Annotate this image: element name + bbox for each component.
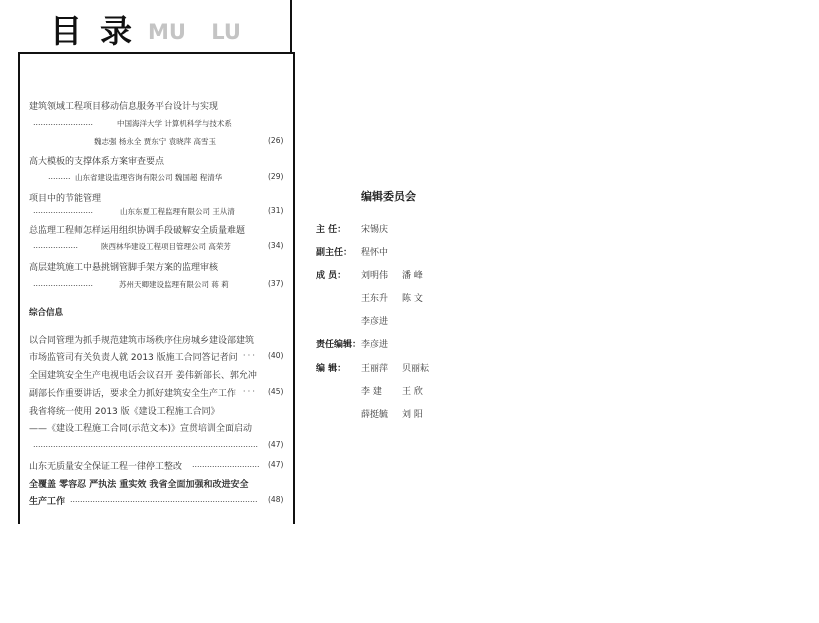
committee-name: 王丽萍 [361,364,389,374]
committee-name: 李彦进 [361,317,389,327]
committee-role: 编 辑： [316,364,347,374]
toc-item-page: (40) [268,351,284,360]
toc-leader-dots: ……… [48,172,71,181]
toc-item-authors: 魏志强 杨永全 贾东宁 袁晓萍 高雪玉 [94,137,217,146]
toc-item-page: (45) [268,387,284,396]
toc-item-affiliation: 山东东夏工程监理有限公司 王从清 [120,207,235,216]
toc-leader-dots: ………………………………………………………………… [70,495,258,504]
committee-name: 李 建 [361,387,382,397]
toc-item-affiliation: 中国海洋大学 计算机科学与技术系 [117,119,232,128]
committee-role: 成 员： [316,271,347,281]
toc-item-page: (47) [268,440,284,449]
committee-title: 编辑委员会 [361,190,416,203]
committee-name: 王东升 [361,294,389,304]
toc-item-title[interactable]: 建筑领域工程项目移动信息服务平台设计与实现 [29,102,219,112]
toc-item-page: (26) [268,136,284,145]
toc-item-affiliation: 陕西林华建设工程项目管理公司 高荣芳 [101,242,231,251]
toc-item-title[interactable]: 项目中的节能管理 [29,194,102,204]
news-item-line[interactable]: 全国建筑安全生产电视电话会议召开 姜伟新部长、郭允冲 [29,371,257,381]
news-item-line[interactable]: 副部长作重要讲话，要求全力抓好建筑安全生产工作 [29,389,237,399]
toc-item-page: (48) [268,495,284,504]
news-item-line[interactable]: 市场监管司有关负责人就 2013 版施工合同答记者问 [29,353,238,363]
committee-name: 王 欣 [402,387,423,397]
toc-leader-dots: …………………… [33,206,93,215]
committee-name: 李彦进 [361,340,389,350]
toc-item-title[interactable]: 总监理工程师怎样运用组织协调手段破解安全质量难题 [29,226,246,236]
toc-item-page: (47) [268,460,284,469]
committee-name: 薛挺毓 [361,410,389,420]
committee-name: 刘 阳 [402,410,423,420]
committee-name: 陈 文 [402,294,423,304]
committee-name: 程怀中 [361,248,389,258]
page-title-pinyin: MU LU [148,20,241,44]
toc-item-page: (31) [268,206,284,215]
toc-item-page: (29) [268,172,284,181]
header-divider [290,0,292,54]
news-item-line[interactable]: ——《建设工程施工合同(示范文本)》宣贯培训全面启动 [29,424,253,434]
committee-name: 刘明伟 [361,271,389,281]
toc-leader-dots: ……………………… [192,460,260,469]
toc-leader-dots: · · · [243,351,255,360]
committee-name: 贝丽耘 [402,364,430,374]
committee-role: 责任编辑： [316,340,362,350]
toc-item-affiliation: 山东省建设监理咨询有限公司 魏国超 程清华 [75,173,223,182]
page-title: 目录 [50,12,151,50]
news-item-line[interactable]: 生产工作 [29,497,66,507]
toc-item-page: (34) [268,241,284,250]
committee-name: 宋锡庆 [361,225,389,235]
toc-leader-dots: …………………… [33,279,93,288]
news-item-line[interactable]: 我省将统一使用 2013 版《建设工程施工合同》 [29,407,220,417]
news-item-line[interactable]: 以合同管理为抓手规范建筑市场秩序住房城乡建设部建筑 [29,336,255,346]
committee-role: 主 任： [316,225,347,235]
toc-item-title[interactable]: 高大模板的支撑体系方案审查要点 [29,157,165,167]
toc-leader-dots: …………………… [33,118,93,127]
toc-leader-dots: ……………… [33,241,78,250]
section-title: 综合信息 [29,308,64,318]
committee-role: 副主任： [316,248,353,258]
news-item-line[interactable]: 全覆盖 零容忍 严执法 重实效 我省全面加强和改进安全 [29,480,249,490]
toc-leader-dots: ……………………………………………………………………………… [33,440,258,449]
toc-item-page: (37) [268,279,284,288]
toc-item-title[interactable]: 高层建筑施工中悬挑钢管脚手架方案的监理审核 [29,263,219,273]
committee-name: 潘 峰 [402,271,423,281]
toc-leader-dots: · · · [243,387,255,396]
toc-item-affiliation: 苏州天卿建设监理有限公司 蒋 莉 [119,280,229,289]
news-item-line[interactable]: 山东无质量安全保证工程一律停工整改 [29,462,183,472]
